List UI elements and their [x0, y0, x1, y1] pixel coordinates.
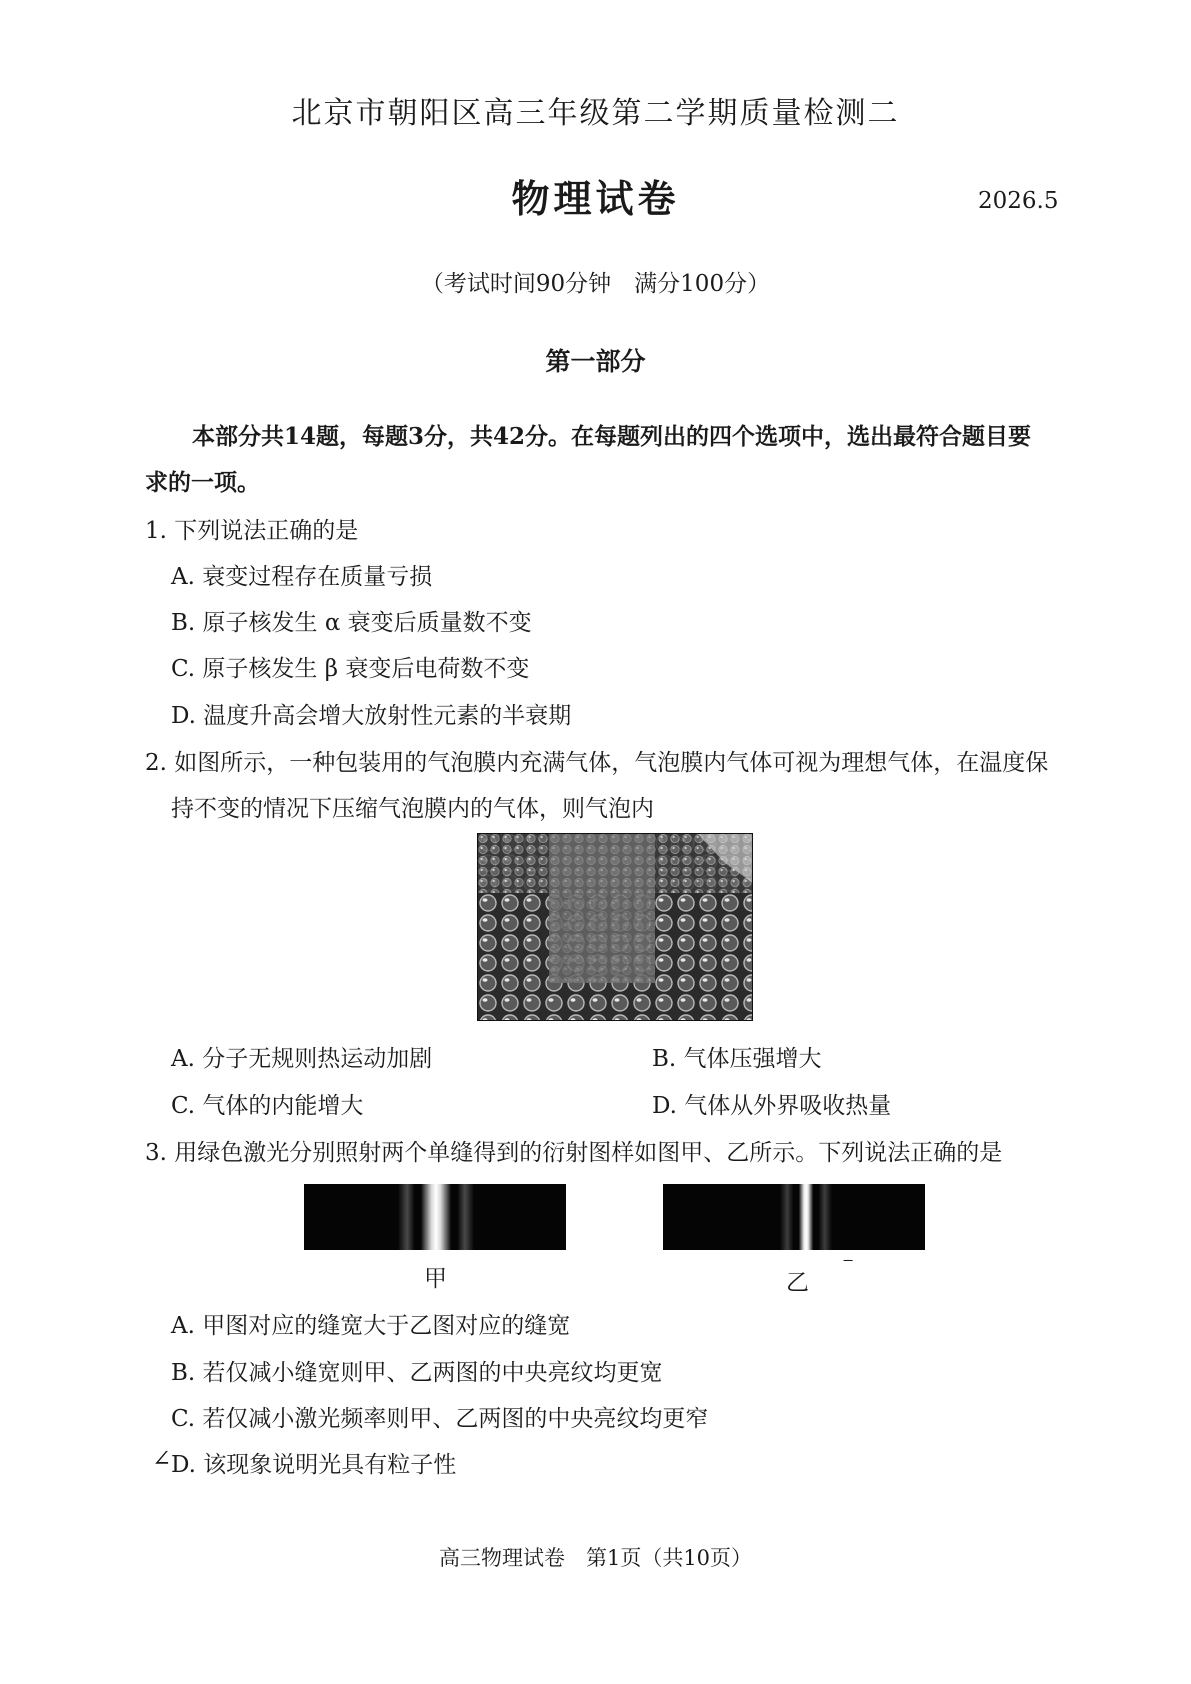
q2-option-c: C. 气体的内能增大 [171, 1093, 364, 1119]
stray-mark: ⁻ [842, 1252, 855, 1278]
q2-stem-line2: 持不变的情况下压缩气泡膜内的气体，则气泡内 [171, 796, 654, 822]
exam-date: 2026.5 [978, 188, 1059, 214]
q2-option-b: B. 气体压强增大 [652, 1046, 822, 1072]
school-header: 北京市朝阳区高三年级第二学期质量检测二 [291, 96, 900, 131]
q3-option-b: B. 若仅减小缝宽则甲、乙两图的中央亮纹均更宽 [171, 1360, 663, 1386]
q3-option-c: C. 若仅减小激光频率则甲、乙两图的中央亮纹均更窄 [171, 1406, 709, 1432]
q2-option-d: D. 气体从外界吸收热量 [652, 1093, 892, 1119]
handwritten-check-mark: ∠ [152, 1446, 172, 1472]
q3-option-d: D. 该现象说明光具有粒子性 [171, 1452, 457, 1478]
part-instruction-line1: 本部分共14题，每题3分，共42分。在每题列出的四个选项中，选出最符合题目要 [192, 423, 1032, 450]
q1-option-c: C. 原子核发生 β 衰变后电荷数不变 [171, 656, 530, 682]
q2-option-a: A. 分子无规则热运动加剧 [171, 1046, 433, 1072]
figure-label-yi: 乙 [786, 1270, 809, 1296]
diffraction-pattern-yi [663, 1184, 925, 1250]
figure-label-jia: 甲 [424, 1266, 447, 1292]
part-instruction-line2: 求的一项。 [145, 469, 260, 496]
exam-info: （考试时间90分钟 满分100分） [420, 271, 771, 297]
q1-option-b: B. 原子核发生 α 衰变后质量数不变 [171, 610, 532, 636]
q1-option-a: A. 衰变过程存在质量亏损 [171, 564, 433, 590]
q3-stem: 3. 用绿色激光分别照射两个单缝得到的衍射图样如图甲、乙所示。下列说法正确的是 [145, 1140, 1003, 1166]
bubble-wrap-photo [477, 833, 753, 1021]
diffraction-pattern-jia [304, 1184, 566, 1250]
part-title: 第一部分 [545, 347, 646, 376]
exam-title: 物理试卷 [511, 176, 680, 221]
page-footer: 高三物理试卷 第1页（共10页） [438, 1546, 753, 1570]
q2-stem-line1: 2. 如图所示，一种包装用的气泡膜内充满气体，气泡膜内气体可视为理想气体，在温度保 [145, 750, 1049, 776]
q1-option-d: D. 温度升高会增大放射性元素的半衰期 [171, 703, 572, 729]
q1-stem: 1. 下列说法正确的是 [145, 518, 359, 544]
q3-option-a: A. 甲图对应的缝宽大于乙图对应的缝宽 [171, 1313, 571, 1339]
